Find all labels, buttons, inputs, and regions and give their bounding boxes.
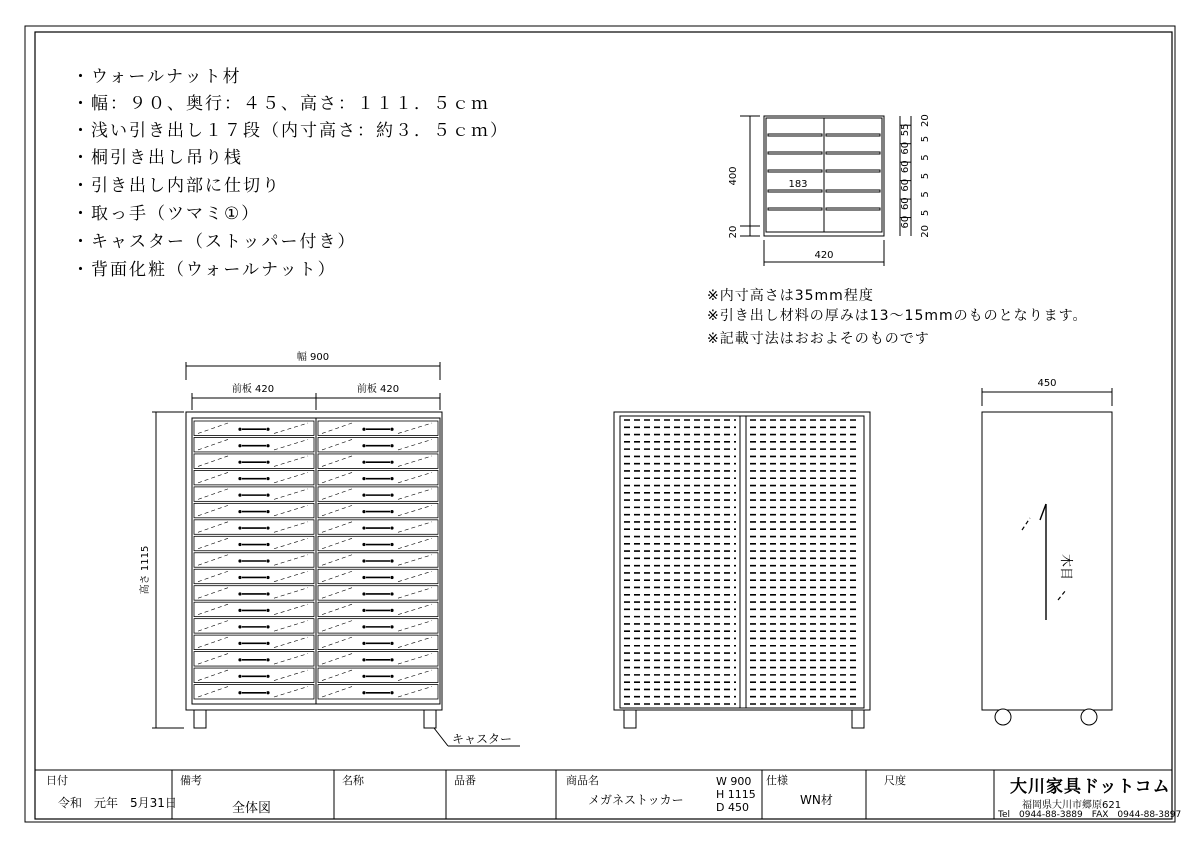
fv-height-dim: 高さ 1115	[140, 545, 151, 595]
drawer-front	[194, 569, 314, 583]
drawer-front	[318, 536, 438, 550]
dd-inner-width-dim: 183	[788, 179, 808, 190]
tb-company-address: 福岡県大川市郷原621	[1022, 800, 1122, 811]
spec-line-2: ・幅：９０、奥行：４５、高さ：１１１．５ｃｍ	[72, 94, 490, 114]
dd-right-dim-3: 60	[900, 141, 911, 155]
tb-remarks-value: 全体図	[232, 801, 272, 816]
drawer-front	[318, 437, 438, 451]
tb-date-label: 日付	[46, 774, 68, 787]
drawer-front	[318, 619, 438, 633]
drawer-front	[194, 635, 314, 649]
drawer-front	[318, 602, 438, 616]
tb-size-d: D 450	[716, 801, 749, 814]
dd-right-dim-0: 20	[920, 114, 931, 127]
dd-width-dim: 420	[814, 250, 834, 261]
dd-right-dim-6: 5	[920, 172, 931, 180]
dd-right-dim-5: 60	[900, 160, 911, 174]
dd-right-dim-12: 20	[920, 225, 931, 238]
sv-depth-dim: 450	[1037, 378, 1057, 389]
drawer-front	[318, 454, 438, 468]
back-view	[614, 412, 870, 728]
dd-right-dim-1: 55	[900, 123, 911, 137]
spec-line-5: ・引き出し内部に仕切り	[72, 176, 281, 196]
drawer-front	[318, 668, 438, 682]
tb-name-label: 名称	[342, 774, 364, 787]
tb-company-name: 大川家具ドットコム	[1010, 777, 1171, 797]
drawer-front	[318, 520, 438, 534]
drawer-front	[194, 553, 314, 567]
drawer-front	[318, 553, 438, 567]
drawer-front	[318, 503, 438, 517]
drawer-front	[318, 487, 438, 501]
dd-right-dim-8: 5	[920, 191, 931, 198]
tb-part-no-label: 品番	[454, 774, 476, 787]
drawer-front	[194, 668, 314, 682]
drawer-front	[318, 421, 438, 435]
drawer-front	[194, 487, 314, 501]
dd-right-dim-4: 5	[920, 154, 931, 161]
tb-spec-label: 仕様	[766, 774, 788, 787]
tb-scale-label: 尺度	[884, 774, 906, 787]
dd-right-dim-2: 5	[920, 135, 931, 143]
drawer-front	[194, 685, 314, 699]
drawer-front	[194, 421, 314, 435]
side-view	[982, 378, 1112, 725]
drawer-front	[194, 602, 314, 616]
dd-right-dim-10: 5	[920, 209, 931, 217]
drawer-detail	[728, 114, 931, 266]
note-line-3: ※記載寸法はおおよそのものです	[707, 331, 930, 347]
tb-remarks-label: 備考	[180, 774, 202, 787]
drawer-front	[318, 586, 438, 600]
drawer-front	[194, 503, 314, 517]
tb-size-h: H 1115	[716, 788, 756, 801]
spec-line-1: ・ウォールナット材	[72, 67, 242, 87]
spec-line-4: ・桐引き出し吊り桟	[72, 148, 243, 168]
spec-line-7: ・キャスター（ストッパー付き）	[72, 232, 357, 252]
dd-height-dim: 400	[728, 166, 739, 186]
drawer-front	[194, 536, 314, 550]
fv-front-panel-left: 前板 420	[231, 384, 275, 395]
note-line-1: ※内寸高さは35mm程度	[707, 288, 874, 304]
fv-caster-label: キャスター	[452, 732, 513, 746]
fv-front-panel-right: 前板 420	[356, 384, 400, 395]
spec-line-3: ・浅い引き出し１７段（内寸高さ：約３．５ｃｍ）	[72, 121, 509, 141]
drawer-front	[318, 470, 438, 484]
spec-line-8: ・背面化粧（ウォールナット）	[72, 260, 337, 280]
fv-width-dim: 幅 900	[296, 352, 330, 363]
drawer-front	[194, 454, 314, 468]
spec-line-6: ・取っ手（ツマミ①）	[72, 204, 261, 224]
dd-bottom-dim: 20	[728, 225, 739, 239]
tb-company-tel: Tel 0944-88-3889 FAX 0944-88-3897	[998, 810, 1182, 820]
drawer-front	[194, 437, 314, 451]
tb-date-value: 令和 元年 5月31日	[58, 796, 177, 810]
sv-grain-label: 木目	[1058, 554, 1073, 581]
drawer-front	[194, 586, 314, 600]
drawer-front	[318, 635, 438, 649]
drawer-front	[318, 652, 438, 666]
note-line-2: ※引き出し材料の厚みは13～15mmのものとなります。	[707, 308, 1088, 324]
drawer-front	[194, 520, 314, 534]
dd-right-dim-7: 60	[900, 178, 911, 192]
drawer-front	[318, 685, 438, 699]
tb-size-w: W 900	[716, 775, 752, 788]
drawer-front	[194, 652, 314, 666]
drawer-front	[318, 569, 438, 583]
front-view	[138, 350, 520, 746]
tb-product-label: 商品名	[566, 774, 599, 787]
drawer-front	[194, 619, 314, 633]
tb-product-value: メガネストッカー	[588, 793, 684, 807]
dd-right-dim-9: 60	[900, 197, 911, 211]
tb-spec-value: WN材	[800, 793, 833, 807]
dd-right-dim-11: 60	[900, 215, 911, 229]
drawer-front	[194, 470, 314, 484]
